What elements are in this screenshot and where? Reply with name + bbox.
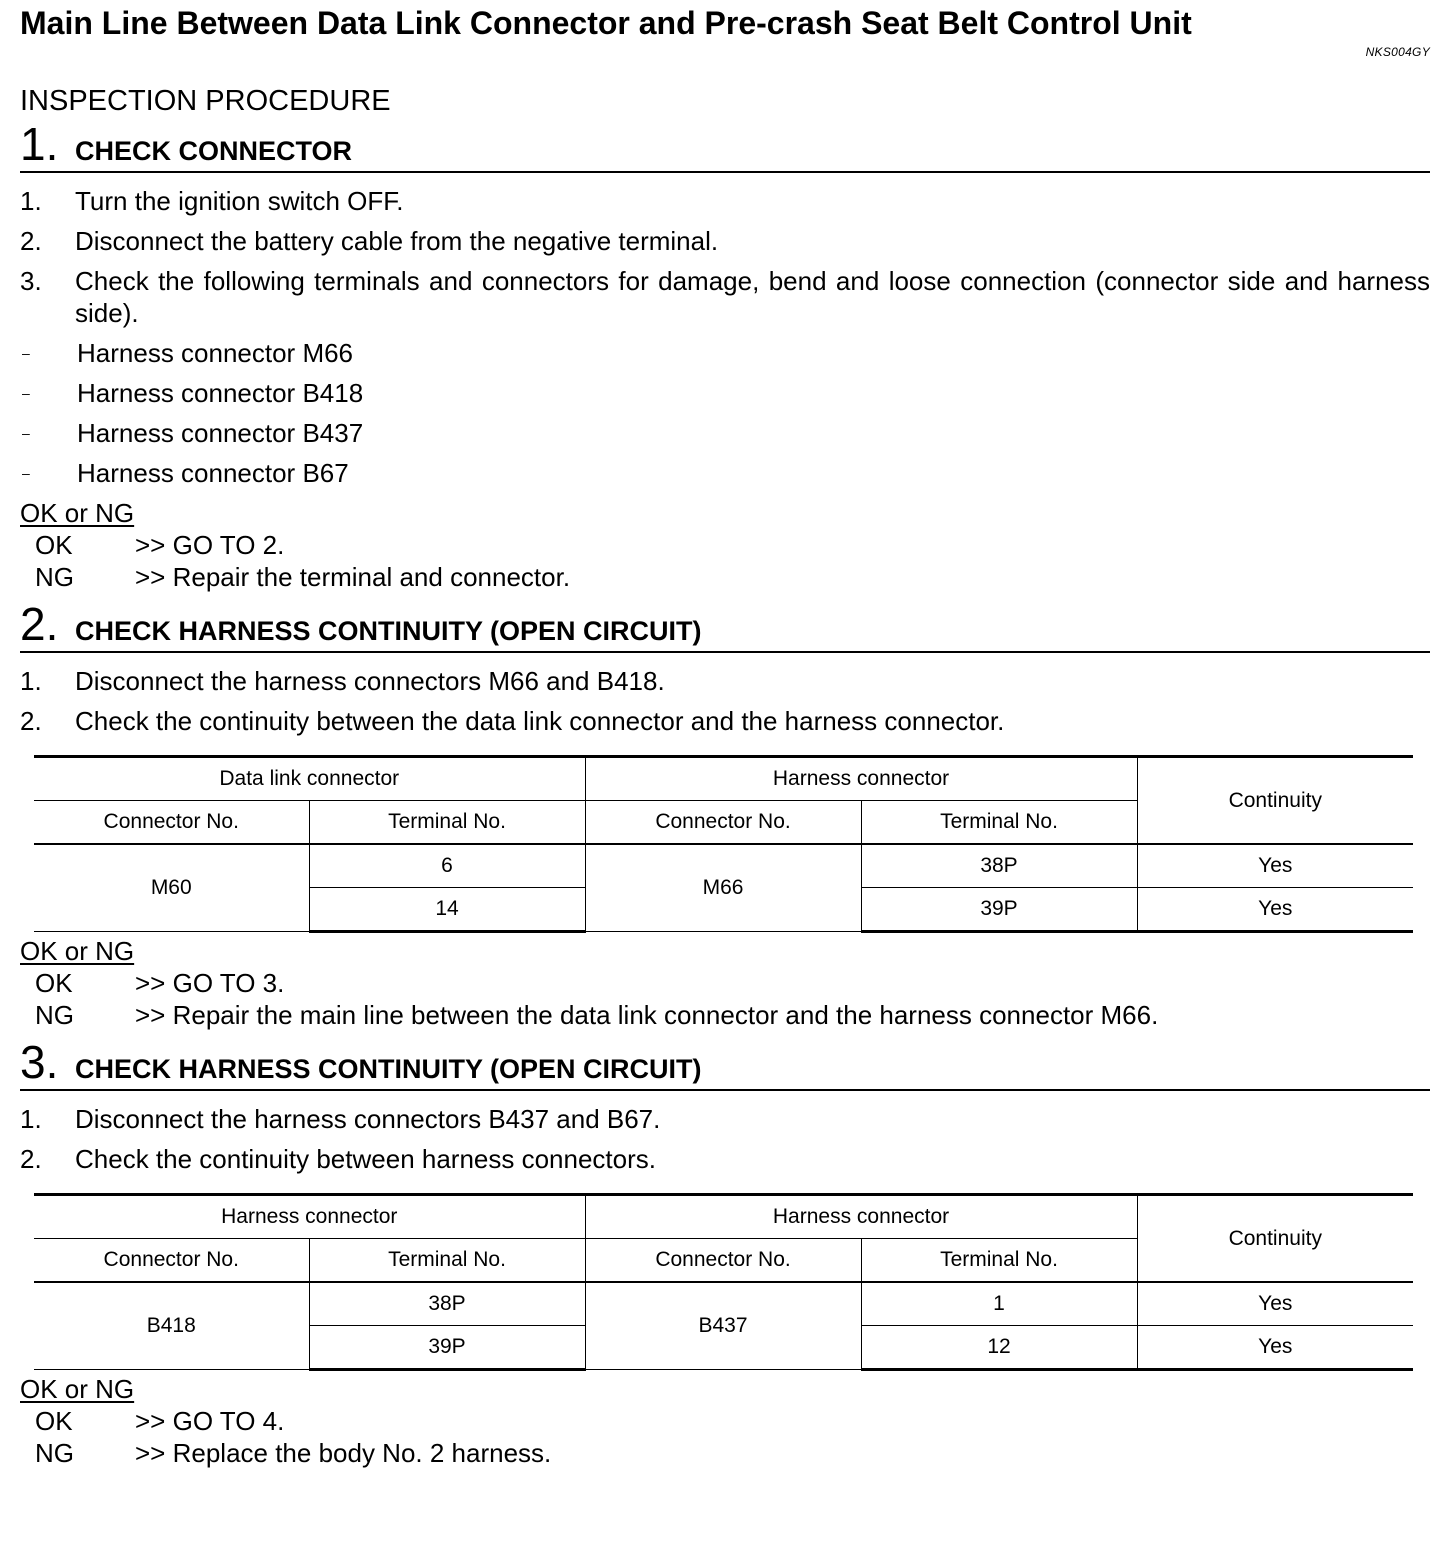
table-header: Data link connector — [34, 757, 585, 801]
list-item: 2. Disconnect the battery cable from the negative terminal. — [20, 226, 719, 256]
continuity-table — [34, 1193, 1413, 1371]
list-item: 3. Check the following terminals and connectors for damage, bend and loose connection (connector side and harness side). — [20, 266, 1430, 328]
table-cell: B437 — [585, 1282, 861, 1370]
table-cell: M60 — [34, 844, 309, 932]
table-header: Connector No. — [585, 801, 861, 845]
ok-or-ng-label: OK or NG — [20, 936, 135, 966]
ng-result: NG >> Repair the main line between the data link connector and the harness connector M66. — [35, 1000, 1159, 1030]
page-title: Main Line Between Data Link Connector and Pre-crash Seat Belt Control Unit — [20, 5, 1192, 41]
table-header: Terminal No. — [309, 1239, 585, 1283]
continuity-table — [34, 755, 1413, 933]
step-2 — [20, 599, 1430, 1031]
step-3 — [20, 1037, 1430, 1469]
table-cell: 39P — [309, 1326, 585, 1370]
table-cell: 38P — [861, 844, 1137, 888]
step-header — [20, 1037, 1430, 1089]
table-cell: B418 — [34, 1282, 309, 1370]
table-header: Harness connector — [585, 1195, 1137, 1239]
step-title: CHECK CONNECTOR — [75, 136, 353, 166]
list-item: 1. Turn the ignition switch OFF. — [20, 186, 404, 216]
divider — [20, 651, 1430, 653]
table-cell: Yes — [1137, 1326, 1413, 1370]
table-cell: 39P — [861, 888, 1137, 932]
table-cell: 14 — [309, 888, 585, 932]
table-cell: 12 — [861, 1326, 1137, 1370]
ng-result: NG >> Replace the body No. 2 harness. — [35, 1438, 552, 1468]
ng-result: NG >> Repair the terminal and connector. — [35, 562, 571, 592]
table-header: Connector No. — [34, 1239, 309, 1283]
divider — [20, 171, 1430, 173]
table-cell: M66 — [585, 844, 861, 932]
ok-or-ng-label: OK or NG — [20, 498, 135, 528]
list-item: 1. Disconnect the harness connectors B437 and B67. — [20, 1104, 661, 1134]
list-item: 1. Disconnect the harness connectors M66 and B418. — [20, 666, 665, 696]
table-header: Connector No. — [585, 1239, 861, 1283]
list-item: – Harness connector M66 — [22, 338, 354, 368]
table-header: Connector No. — [34, 801, 309, 845]
document-page — [20, 0, 1430, 1469]
divider — [20, 1089, 1430, 1091]
ok-result: OK >> GO TO 2. — [35, 530, 285, 560]
table-header: Terminal No. — [309, 801, 585, 845]
table-header: Continuity — [1137, 757, 1413, 845]
table-header: Harness connector — [34, 1195, 585, 1239]
document-code: NKS004GY — [1365, 45, 1430, 59]
step-header — [20, 599, 1430, 651]
step-title: CHECK HARNESS CONTINUITY (OPEN CIRCUIT) — [75, 1054, 702, 1084]
step-title: CHECK HARNESS CONTINUITY (OPEN CIRCUIT) — [75, 616, 702, 646]
list-item: 2. Check the continuity between the data link connector and the harness connector. — [20, 706, 1005, 736]
list-item: – Harness connector B67 — [22, 458, 349, 488]
table-header: Terminal No. — [861, 801, 1137, 845]
procedure-label: INSPECTION PROCEDURE — [20, 85, 391, 117]
instruction-list — [20, 185, 1430, 489]
table-cell: Yes — [1137, 888, 1413, 932]
table-cell: Yes — [1137, 1282, 1413, 1326]
table-header: Terminal No. — [861, 1239, 1137, 1283]
ok-result: OK >> GO TO 4. — [35, 1406, 285, 1436]
ok-or-ng-label: OK or NG — [20, 1374, 135, 1404]
table-cell: 38P — [309, 1282, 585, 1326]
list-item: – Harness connector B418 — [22, 378, 364, 408]
step-number: 2. — [20, 598, 59, 650]
ok-result: OK >> GO TO 3. — [35, 968, 285, 998]
instruction-list — [20, 1103, 1430, 1175]
table-header: Continuity — [1137, 1195, 1413, 1283]
step-1 — [20, 119, 1430, 593]
step-number: 3. — [20, 1036, 59, 1088]
list-item: 2. Check the continuity between harness connectors. — [20, 1144, 657, 1174]
table-cell: 1 — [861, 1282, 1137, 1326]
list-item: – Harness connector B437 — [22, 418, 364, 448]
table-cell: 6 — [309, 844, 585, 888]
instruction-list — [20, 665, 1430, 737]
step-header — [20, 119, 1430, 171]
table-header: Harness connector — [585, 757, 1137, 801]
table-cell: Yes — [1137, 844, 1413, 888]
step-number: 1. — [20, 118, 59, 170]
